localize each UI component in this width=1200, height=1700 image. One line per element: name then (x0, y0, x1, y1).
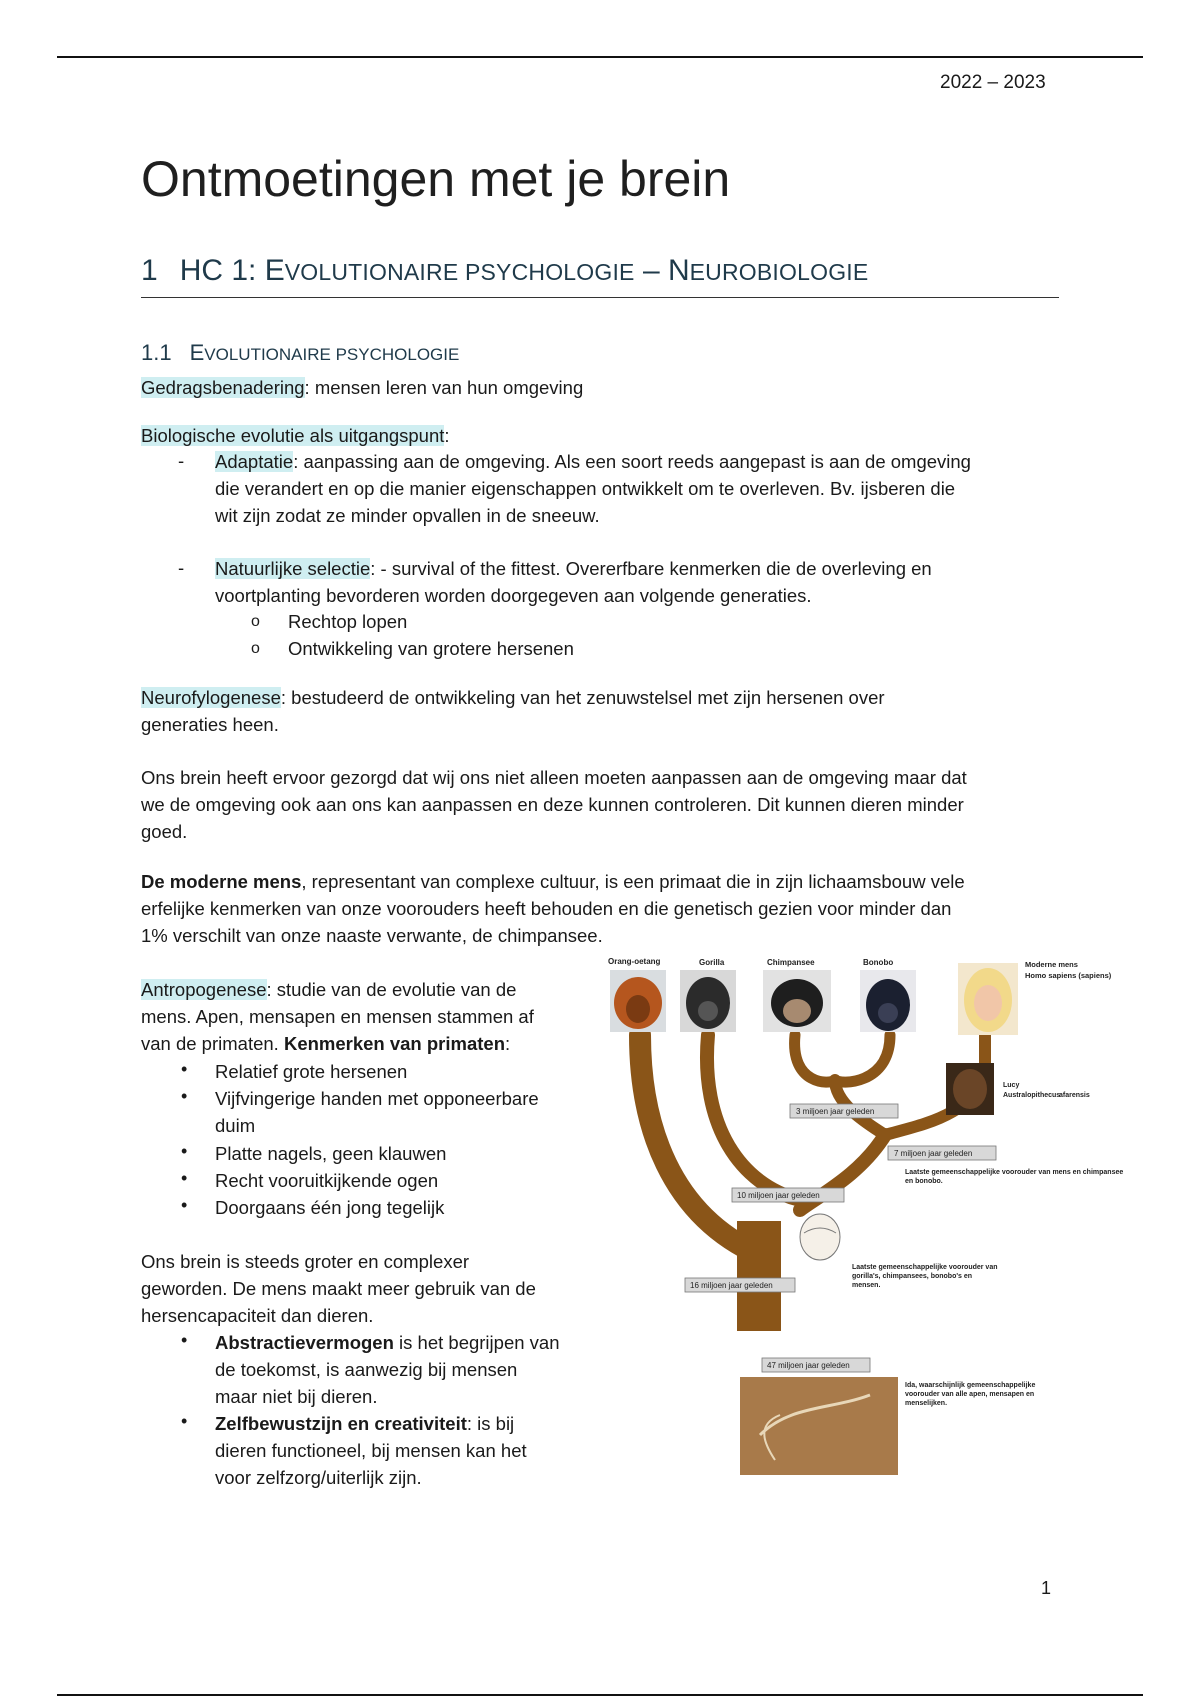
note-ida (905, 1382, 1037, 1407)
bio-heading (141, 422, 450, 449)
selectie-subitem: Ontwikkeling van grotere hersenen (288, 638, 574, 659)
primaat-item-line: duim (215, 1115, 256, 1136)
bio-colon: : (444, 425, 450, 446)
abstractie-bold: Abstractievermogen (215, 1332, 394, 1353)
chimpanzee-icon (763, 970, 831, 1032)
primaat-item: Recht vooruitkijkende ogen (215, 1170, 439, 1191)
brein-line: we de omgeving ook aan ons kan aanpassen en deze kunnen controleren. Dit kunnen dieren minder (141, 794, 964, 815)
lucy-icon (946, 1063, 994, 1115)
section-title-lead: HC 1: E (179, 254, 285, 287)
zelfbewust-line: dieren functioneel, bij mensen kan het (215, 1440, 527, 1461)
neuro-term: Neurofylogenese (141, 687, 281, 708)
antropo-paragraph (141, 976, 534, 1057)
ancestor-sketch-icon (800, 1214, 840, 1260)
antropo-colon: : (505, 1033, 511, 1054)
note-human-chimp (905, 1169, 1125, 1185)
primaat-item (215, 1085, 539, 1139)
header-year: 2022 – 2023 (940, 72, 1046, 93)
evolution-tree-figure (600, 955, 1200, 1475)
abstractie-item (215, 1329, 560, 1410)
page-number: 1 (1041, 1578, 1052, 1598)
adaptatie-line: die verandert en op die manier eigenschappen ontwikkelt om te overleven. Bv. ijsberen die (215, 478, 956, 499)
dot-bullet: • (181, 1330, 188, 1350)
gedrag-paragraph (141, 374, 583, 401)
subsection-lead: E (189, 340, 205, 365)
tree-trunk (737, 1221, 781, 1331)
brein-paragraph (141, 764, 967, 845)
moderne-bold: De moderne mens (141, 871, 302, 892)
neuro-line: generaties heen. (141, 714, 279, 735)
moderne-line: , representant van complexe cultuur, is een primaat die in zijn lichaamsbouw vele (301, 871, 965, 892)
moderne-line: erfelijke kenmerken van onze voorouders heeft behouden en die genetisch gezien voor minder dan (141, 898, 952, 919)
dot-bullet: • (181, 1141, 188, 1161)
subsection-rest: VOLUTIONAIRE PSYCHOLOGIE (204, 345, 460, 364)
primaat-item: Relatief grote hersenen (215, 1061, 408, 1082)
note-line: Laatste gemeenschappelijke voorouder van mens en chimpansee (905, 1169, 1124, 1176)
note-gorilla (852, 1264, 999, 1289)
circle-bullet: o (251, 640, 260, 657)
groter-line: hersencapaciteit dan dieren. (141, 1305, 374, 1326)
ida-fossil-icon (740, 1377, 898, 1475)
note-line: Laatste gemeenschappelijke voorouder van (852, 1264, 998, 1271)
orangutan-icon (610, 970, 666, 1032)
antropo-line: mens. Apen, mensapen en mensen stammen af (141, 1006, 534, 1027)
antropo-bold: Kenmerken van primaten (283, 1033, 506, 1054)
bio-term: Biologische evolutie als uitgangspunt (141, 425, 445, 446)
species-label: Bonobo (863, 958, 894, 967)
time-label: 3 miljoen jaar geleden (796, 1107, 875, 1116)
primaat-item: Doorgaans één jong tegelijk (215, 1197, 445, 1218)
zelfbewust-line: voor zelfzorg/uiterlijk zijn. (215, 1467, 422, 1488)
selectie-line: : - survival of the fittest. Overerfbare kenmerken die de overleving en (370, 558, 932, 579)
abstractie-line: de toekomst, is aanwezig bij mensen (215, 1359, 518, 1380)
selectie-line: voortplanting bevorderen worden doorgegeven aan volgende generaties. (215, 585, 812, 606)
time-label: 7 miljoen jaar geleden (894, 1149, 973, 1158)
section-title-rest1: VOLUTIONAIRE PSYCHOLOGIE (284, 259, 635, 285)
lucy-label: Lucy (1003, 1082, 1020, 1089)
dot-bullet: • (181, 1411, 188, 1431)
top-rule (57, 56, 1143, 58)
groter-paragraph (141, 1248, 536, 1329)
dash-bullet: - (178, 557, 185, 578)
adaptatie-line: : aanpassing aan de omgeving. Als een soort reeds aangepast is aan de omgeving (293, 451, 971, 472)
groter-line: geworden. De mens maakt meer gebruik van de (141, 1278, 536, 1299)
time-label: 47 miljoen jaar geleden (767, 1361, 850, 1370)
subsection-number: 1.1 (141, 340, 172, 365)
note-line: Ida, waarschijnlijk gemeenschappelijke (905, 1382, 1036, 1389)
abstractie-line: is het begrijpen van (393, 1332, 560, 1353)
section-heading (141, 254, 868, 288)
brein-line: goed. (141, 821, 188, 842)
moderne-paragraph (141, 868, 965, 949)
primaat-item-line: Vijfvingerige handen met opponeerbare (215, 1088, 539, 1109)
note-line: en bonobo. (905, 1178, 943, 1185)
dot-bullet: • (181, 1168, 188, 1188)
lucy-label: afarensis (1059, 1092, 1090, 1099)
time-box (888, 1146, 996, 1160)
species-label: Gorilla (699, 958, 725, 967)
primaat-item: Platte nagels, geen klauwen (215, 1143, 447, 1164)
gedrag-text: : mensen leren van hun omgeving (304, 377, 584, 398)
circle-bullet: o (251, 613, 260, 630)
dash-bullet: - (178, 450, 185, 471)
dot-bullet: • (181, 1195, 188, 1215)
selectie-subitem: Rechtop lopen (288, 611, 408, 632)
section-number: 1 (141, 254, 158, 287)
brein-line: Ons brein heeft ervoor gezorgd dat wij ons niet alleen moeten aanpassen aan de omgeving maar dat (141, 767, 967, 788)
dot-bullet: • (181, 1086, 188, 1106)
adaptatie-item (215, 448, 971, 529)
antropo-line: : studie van de evolutie van de (266, 979, 517, 1000)
abstractie-line: maar niet bij dieren. (215, 1386, 378, 1407)
page-title: Ontmoetingen met je brein (141, 151, 731, 207)
adaptatie-line: wit zijn zodat ze minder opvallen in de sneeuw. (215, 505, 600, 526)
bottom-rule (57, 1694, 1143, 1696)
time-box (685, 1278, 795, 1292)
gorilla-icon (680, 970, 736, 1032)
antropo-term: Antropogenese (141, 979, 267, 1000)
modern-label: Moderne mens (1025, 960, 1078, 969)
modern-human-icon (958, 963, 1018, 1035)
note-line: mensen. (852, 1282, 881, 1289)
antropo-line: van de primaten. (141, 1033, 284, 1054)
note-line: menselijken. (905, 1400, 948, 1407)
section-title-rest2: EUROBIOLOGIE (689, 259, 869, 285)
species-label: Chimpansee (767, 958, 815, 967)
subsection-heading (141, 340, 459, 366)
groter-line: Ons brein is steeds groter en complexer (141, 1251, 470, 1272)
lucy-label: Australopithecus (1003, 1092, 1061, 1099)
dot-bullet: • (181, 1059, 188, 1079)
zelfbewust-bold: Zelfbewustzijn en creativiteit (215, 1413, 467, 1434)
neuro-paragraph (141, 684, 885, 738)
time-label: 10 miljoen jaar geleden (737, 1191, 820, 1200)
note-line: gorilla's, chimpansees, bonobo's en (852, 1273, 973, 1280)
section-underline (141, 297, 1059, 298)
bonobo-icon (860, 970, 916, 1032)
zelfbewust-item (215, 1410, 527, 1491)
time-label: 16 miljoen jaar geleden (690, 1281, 773, 1290)
adaptatie-term: Adaptatie (215, 451, 294, 472)
moderne-line: 1% verschilt van onze naaste verwante, de chimpansee. (141, 925, 603, 946)
selectie-item (215, 555, 932, 609)
time-box (790, 1104, 898, 1118)
section-title-dash: – N (634, 254, 690, 287)
gedrag-term: Gedragsbenadering (141, 377, 305, 398)
zelfbewust-line: : is bij (466, 1413, 515, 1434)
modern-label: Homo sapiens (sapiens) (1025, 971, 1112, 980)
selectie-term: Natuurlijke selectie (215, 558, 371, 579)
time-box (762, 1358, 870, 1372)
neuro-line: : bestudeerd de ontwikkeling van het zenuwstelsel met zijn hersenen over (280, 687, 885, 708)
time-box (732, 1188, 844, 1202)
note-line: voorouder van alle apen, mensapen en (905, 1391, 1035, 1398)
species-label: Orang-oetang (608, 957, 661, 966)
